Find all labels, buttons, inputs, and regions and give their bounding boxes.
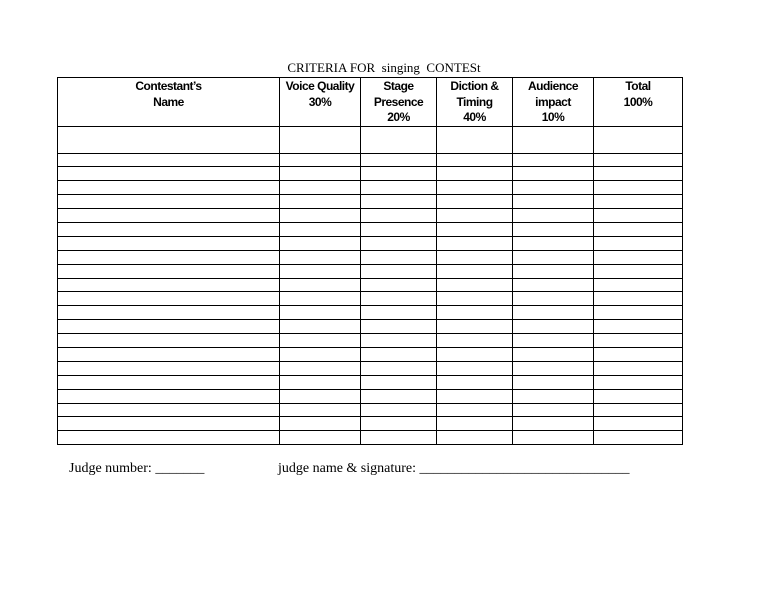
score-cell[interactable] xyxy=(280,306,361,320)
table-row xyxy=(58,361,683,375)
score-cell[interactable] xyxy=(594,403,683,417)
header-row xyxy=(58,78,683,127)
score-cell[interactable] xyxy=(594,250,683,264)
header-contestant-name xyxy=(58,78,280,127)
table-row xyxy=(58,347,683,361)
score-cell[interactable] xyxy=(513,278,594,292)
score-cell[interactable] xyxy=(280,389,361,403)
header-line: 20% xyxy=(387,110,410,124)
score-cell[interactable] xyxy=(513,389,594,403)
contestant-name-cell[interactable] xyxy=(58,222,280,236)
score-cell[interactable] xyxy=(437,181,513,195)
score-cell[interactable] xyxy=(594,375,683,389)
header-line: 30% xyxy=(308,94,332,109)
contestant-name-cell[interactable] xyxy=(58,431,280,445)
score-cell[interactable] xyxy=(594,431,683,445)
score-cell[interactable] xyxy=(513,361,594,375)
score-cell[interactable] xyxy=(280,236,361,250)
table-row xyxy=(58,334,683,348)
score-cell[interactable] xyxy=(437,153,513,167)
score-cell[interactable] xyxy=(361,222,437,236)
header-line: Contestant’s xyxy=(135,79,202,93)
score-cell[interactable] xyxy=(361,389,437,403)
score-cell[interactable] xyxy=(594,126,683,153)
header-diction-timing xyxy=(437,78,513,127)
score-cell[interactable] xyxy=(513,375,594,389)
page-title: CRITERIA FOR singing CONTESt xyxy=(287,60,481,75)
score-cell[interactable] xyxy=(361,417,437,431)
contestant-name-cell[interactable] xyxy=(58,403,280,417)
score-cell[interactable] xyxy=(437,126,513,153)
table-row xyxy=(58,417,683,431)
table-row xyxy=(58,306,683,320)
score-cell[interactable] xyxy=(361,361,437,375)
header-line: Stage xyxy=(383,79,414,93)
score-cell[interactable] xyxy=(437,209,513,223)
score-cell[interactable] xyxy=(594,320,683,334)
score-cell[interactable] xyxy=(361,209,437,223)
scoring-table xyxy=(57,77,683,445)
score-cell[interactable] xyxy=(594,361,683,375)
score-cell[interactable] xyxy=(437,278,513,292)
score-cell[interactable] xyxy=(437,306,513,320)
score-cell[interactable] xyxy=(594,347,683,361)
score-cell[interactable] xyxy=(280,209,361,223)
table-row xyxy=(58,209,683,223)
judge-name-signature-field[interactable]: judge name & signature: ______________________________ xyxy=(278,461,630,476)
contestant-name-cell[interactable] xyxy=(58,389,280,403)
score-cell[interactable] xyxy=(361,403,437,417)
score-cell[interactable] xyxy=(513,334,594,348)
header-total xyxy=(594,78,683,127)
score-cell[interactable] xyxy=(513,236,594,250)
score-cell[interactable] xyxy=(513,292,594,306)
score-cell[interactable] xyxy=(513,306,594,320)
score-cell[interactable] xyxy=(594,334,683,348)
header-line: 100% xyxy=(623,94,653,109)
contestant-name-cell[interactable] xyxy=(58,306,280,320)
header-voice-quality xyxy=(280,78,361,127)
score-cell[interactable] xyxy=(437,361,513,375)
score-cell[interactable] xyxy=(280,250,361,264)
score-cell[interactable] xyxy=(513,320,594,334)
score-cell[interactable] xyxy=(361,320,437,334)
contestant-name-cell[interactable] xyxy=(58,417,280,431)
score-cell[interactable] xyxy=(594,278,683,292)
score-cell[interactable] xyxy=(280,347,361,361)
table-row xyxy=(58,195,683,209)
score-cell[interactable] xyxy=(513,153,594,167)
score-cell[interactable] xyxy=(280,153,361,167)
contestant-name-cell[interactable] xyxy=(58,181,280,195)
table-row xyxy=(58,264,683,278)
contestant-name-cell[interactable] xyxy=(58,126,280,153)
score-cell[interactable] xyxy=(437,195,513,209)
table-row xyxy=(58,375,683,389)
table-row xyxy=(58,153,683,167)
score-cell[interactable] xyxy=(437,347,513,361)
score-cell[interactable] xyxy=(437,417,513,431)
table-row xyxy=(58,181,683,195)
score-cell[interactable] xyxy=(513,181,594,195)
contestant-name-cell[interactable] xyxy=(58,209,280,223)
score-cell[interactable] xyxy=(361,306,437,320)
score-cell[interactable] xyxy=(361,431,437,445)
score-cell[interactable] xyxy=(513,222,594,236)
contestant-name-cell[interactable] xyxy=(58,278,280,292)
score-cell[interactable] xyxy=(361,236,437,250)
score-cell[interactable] xyxy=(280,320,361,334)
score-cell[interactable] xyxy=(280,403,361,417)
score-rows xyxy=(58,126,683,445)
score-cell[interactable] xyxy=(437,236,513,250)
contestant-name-cell[interactable] xyxy=(58,250,280,264)
score-cell[interactable] xyxy=(513,347,594,361)
score-cell[interactable] xyxy=(513,209,594,223)
score-cell[interactable] xyxy=(361,167,437,181)
score-cell[interactable] xyxy=(361,292,437,306)
score-cell[interactable] xyxy=(437,375,513,389)
judge-number-field[interactable]: Judge number: _______ xyxy=(69,461,205,476)
score-cell[interactable] xyxy=(513,264,594,278)
header-line: 40% xyxy=(463,110,486,124)
score-cell[interactable] xyxy=(280,334,361,348)
score-cell[interactable] xyxy=(437,431,513,445)
header-line: Timing xyxy=(456,94,493,109)
contestant-name-cell[interactable] xyxy=(58,334,280,348)
score-cell[interactable] xyxy=(280,292,361,306)
table-row xyxy=(58,167,683,181)
score-cell[interactable] xyxy=(361,375,437,389)
score-cell[interactable] xyxy=(437,250,513,264)
score-cell[interactable] xyxy=(513,195,594,209)
table-row xyxy=(58,431,683,445)
header-stage-presence xyxy=(361,78,437,127)
table-row xyxy=(58,250,683,264)
table-row xyxy=(58,403,683,417)
contestant-name-cell[interactable] xyxy=(58,264,280,278)
score-cell[interactable] xyxy=(361,347,437,361)
score-cell[interactable] xyxy=(594,209,683,223)
score-cell[interactable] xyxy=(594,167,683,181)
table-row xyxy=(58,320,683,334)
score-cell[interactable] xyxy=(594,181,683,195)
score-cell[interactable] xyxy=(594,306,683,320)
header-line: Diction & xyxy=(450,79,499,93)
contestant-name-cell[interactable] xyxy=(58,361,280,375)
score-cell[interactable] xyxy=(361,153,437,167)
score-cell[interactable] xyxy=(437,167,513,181)
score-cell[interactable] xyxy=(361,195,437,209)
contestant-name-cell[interactable] xyxy=(58,167,280,181)
header-line: Presence xyxy=(373,94,424,109)
score-cell[interactable] xyxy=(437,403,513,417)
score-cell[interactable] xyxy=(437,264,513,278)
score-cell[interactable] xyxy=(361,334,437,348)
score-cell[interactable] xyxy=(594,389,683,403)
header-line: Total xyxy=(625,79,651,93)
contestant-name-cell[interactable] xyxy=(58,236,280,250)
score-cell[interactable] xyxy=(594,292,683,306)
table-row xyxy=(58,236,683,250)
score-cell[interactable] xyxy=(513,250,594,264)
header-line: Voice Quality xyxy=(285,79,355,93)
score-cell[interactable] xyxy=(437,222,513,236)
score-cell[interactable] xyxy=(437,334,513,348)
table-row xyxy=(58,389,683,403)
score-cell[interactable] xyxy=(513,431,594,445)
score-cell[interactable] xyxy=(280,181,361,195)
score-cell[interactable] xyxy=(513,167,594,181)
header-line: 10% xyxy=(541,110,565,124)
score-cell[interactable] xyxy=(437,292,513,306)
score-cell[interactable] xyxy=(280,361,361,375)
score-cell[interactable] xyxy=(361,181,437,195)
table-row xyxy=(58,222,683,236)
score-cell[interactable] xyxy=(280,375,361,389)
contestant-name-cell[interactable] xyxy=(58,375,280,389)
score-cell[interactable] xyxy=(594,264,683,278)
table-row xyxy=(58,126,683,153)
score-cell[interactable] xyxy=(361,278,437,292)
table-row xyxy=(58,292,683,306)
score-cell[interactable] xyxy=(280,126,361,153)
header-line: Audience xyxy=(527,79,578,93)
score-cell[interactable] xyxy=(437,320,513,334)
table-row xyxy=(58,278,683,292)
score-cell[interactable] xyxy=(513,403,594,417)
score-cell[interactable] xyxy=(594,195,683,209)
score-cell[interactable] xyxy=(280,417,361,431)
score-cell[interactable] xyxy=(361,250,437,264)
score-cell[interactable] xyxy=(594,153,683,167)
header-line: Name xyxy=(153,94,184,109)
score-cell[interactable] xyxy=(361,264,437,278)
score-cell[interactable] xyxy=(280,222,361,236)
score-cell[interactable] xyxy=(280,264,361,278)
score-cell[interactable] xyxy=(361,126,437,153)
score-cell[interactable] xyxy=(594,222,683,236)
contestant-name-cell[interactable] xyxy=(58,153,280,167)
score-cell[interactable] xyxy=(594,236,683,250)
header-audience-impact xyxy=(513,78,594,127)
contestant-name-cell[interactable] xyxy=(58,195,280,209)
score-cell[interactable] xyxy=(280,431,361,445)
score-cell[interactable] xyxy=(280,195,361,209)
contestant-name-cell[interactable] xyxy=(58,347,280,361)
score-cell[interactable] xyxy=(437,389,513,403)
score-cell[interactable] xyxy=(594,417,683,431)
contestant-name-cell[interactable] xyxy=(58,320,280,334)
score-cell[interactable] xyxy=(280,278,361,292)
score-cell[interactable] xyxy=(513,417,594,431)
contestant-name-cell[interactable] xyxy=(58,292,280,306)
score-cell[interactable] xyxy=(280,167,361,181)
score-cell[interactable] xyxy=(513,126,594,153)
header-line: impact xyxy=(535,94,571,109)
